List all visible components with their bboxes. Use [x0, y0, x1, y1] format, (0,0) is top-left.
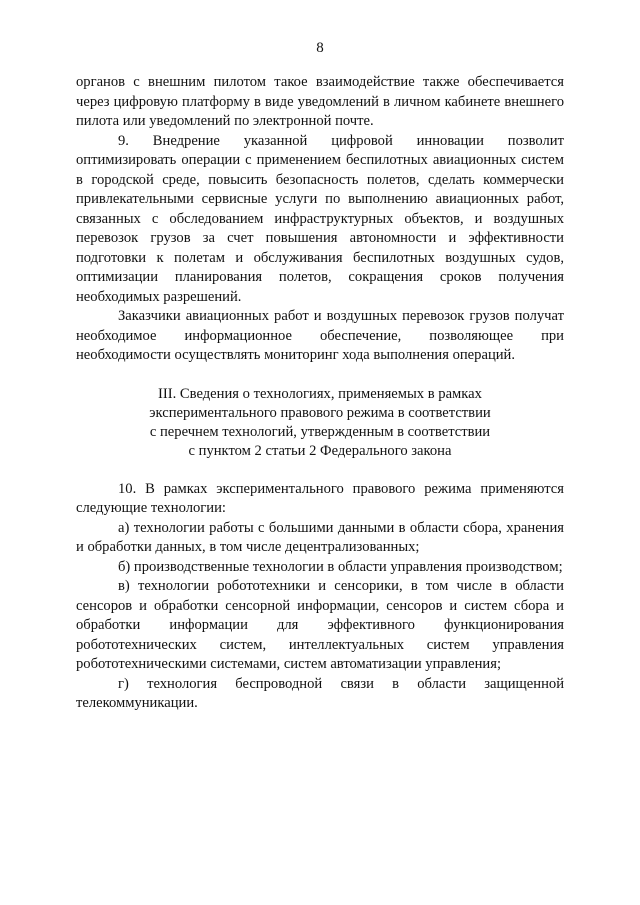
list-item-c: в) технологии робототехники и сенсорики, в том числе в области сенсоров и обработки сенсорной информации, сенсоров и систем сбора и обработки информации для эффективного функционирования робототехнических систем, интеллектуальных систем управления робототехническими системами, систем автоматизации управления;	[76, 578, 564, 672]
document-body	[76, 73, 564, 714]
page-number: 8	[316, 40, 324, 56]
section-heading-line: III. Сведения о технологиях, применяемых в рамках	[158, 385, 482, 402]
list-item-b: б) производственные технологии в области управления производством;	[118, 558, 563, 575]
list-item-a: а) технологии работы с большими данными в области сбора, хранения и обработки данных, в том числе децентрализованных;	[76, 519, 564, 555]
spacer	[76, 461, 564, 480]
section-heading-line: с перечнем технологий, утвержденным в соответствии	[149, 423, 491, 440]
paragraph-9: 9. Внедрение указанной цифровой инновации позволит оптимизировать операции с применением беспилотных авиационных систем в городской среде, повысить безопасность полетов, сделать коммерчески привлекательными сервисные услуги по выполнению авиационных работ, связанных с обследованием инфраструктурных объектов, и воздушных перевозок грузов за счет повышения автономности и эффективности подготовки к полетам и обслуживания беспилотных воздушных судов, оптимизации планирования полетов, сокращения сроков получения необходимых разрешений.	[76, 132, 564, 305]
section-heading-line: экспериментального правового режима в соответствии	[149, 404, 491, 421]
list-item-d: г) технология беспроводной связи в области защищенной телекоммуникации.	[76, 675, 564, 711]
paragraph-customers: Заказчики авиационных работ и воздушных перевозок грузов получат необходимое информационное обеспечение, позволяющее при необходимости осуществлять мониторинг хода выполнения операций.	[76, 308, 564, 363]
paragraph-10-intro: 10. В рамках экспериментального правового режима применяются следующие технологии:	[76, 480, 564, 516]
section-heading-line: с пунктом 2 статьи 2 Федерального закона	[188, 442, 452, 459]
section-heading	[76, 385, 564, 461]
spacer	[76, 366, 564, 385]
paragraph-continuation: органов с внешним пилотом такое взаимодействие также обеспечивается через цифровую платформу в виде уведомлений в личном кабинете внешнего пилота или уведомлений по электронной почте.	[76, 74, 564, 129]
